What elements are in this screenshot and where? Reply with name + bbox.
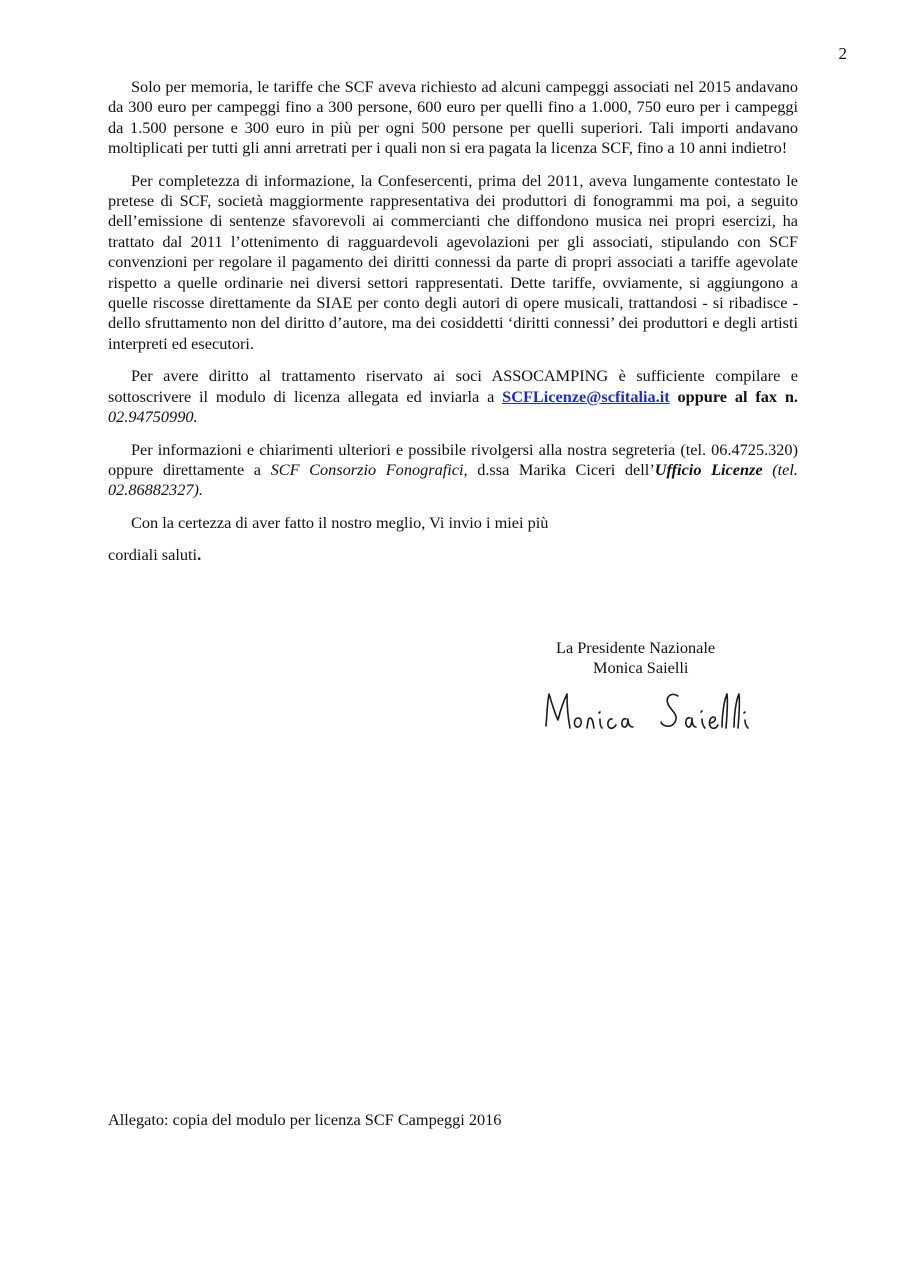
- contact-person: d.ssa Marika Ciceri dell’: [467, 459, 655, 479]
- attachment-note: Allegato: copia del modulo per licenza SCF Campeggi 2016: [108, 1110, 502, 1129]
- closing-greeting: [108, 545, 798, 565]
- contacts-text: Per informazioni e chiarimenti ulteriori e possibile rivolgersi alla nostra segreteria (tel. 06.4725.320) oppure direttamente a: [108, 439, 798, 479]
- email-link[interactable]: SCFLicenze@scfitalia.it: [502, 386, 670, 406]
- office-name: Ufficio Licenze: [654, 459, 763, 479]
- handwritten-signature: [538, 682, 768, 742]
- fax-number: 02.94750990.: [108, 407, 198, 427]
- paragraph-contacts: [108, 440, 798, 501]
- signature-block: [556, 638, 816, 679]
- office-phone: (tel. 02.86882327).: [108, 459, 798, 500]
- page-number: 2: [838, 44, 847, 63]
- closing-greeting-text: cordiali saluti: [108, 545, 198, 565]
- fax-label: oppure al fax n.: [669, 386, 798, 406]
- letter-body: [108, 77, 798, 578]
- consortium-name: SCF Consorzio Fonografici,: [270, 459, 468, 479]
- paragraph-confesercenti: Per completezza di informazione, la Confesercenti, prima del 2011, aveva lungamente contestato le pretese di SCF, società maggiormente rappresentativa dei produttori di fonogrammi ma poi, a seguito dell’emissione di sentenze sfavorevoli ai commercianti che diffondono musica nei propri esercizi, ha trattato dal 2011 l’ottenimento di ragguardevoli agevolazioni per gli associati, stipulando con SCF convenzioni per regolare il pagamento dei diritti connessi da parte di propri associati a tariffe agevolate rispetto a quelle ordinarie nei diversi settori rappresentati. Dette tariffe, ovviamente, si aggiungono a quelle riscosse direttamente da SIAE per conto degli autori di opere musicali, trattandosi - si ribadisce - dello sfruttamento non del diritto d’autore, ma dei cosiddetti ‘diritti connessi’ dei produttori e degli artisti interpreti ed esecutori.: [108, 170, 798, 353]
- closing-line: Con la certezza di aver fatto il nostro meglio, Vi invio i miei più: [131, 512, 549, 532]
- license-instructions-text: Per avere diritto al trattamento riservato ai soci ASSOCAMPING è sufficiente compilare e sottoscrivere il modulo di licenza allegata ed inviarla a: [108, 366, 798, 406]
- signatory-name: Monica Saielli: [593, 658, 689, 678]
- paragraph-tariffs: Solo per memoria, le tariffe che SCF aveva richiesto ad alcuni campeggi associati nel 2015 andavano da 300 euro per campeggi fino a 300 persone, 600 euro per quelli fino a 1.000, 750 euro per i campeggi da 1.500 persone e 300 euro in più per ogni 500 persone per quelli superiori. Tali importi andavano moltiplicati per tutti gli anni arretrati per i quali non si era pagata la licenza SCF, fino a 10 anni indietro!: [108, 77, 798, 158]
- closing-greeting-period: .: [197, 545, 202, 565]
- paragraph-license-instructions: [108, 366, 798, 427]
- signatory-role: La Presidente Nazionale: [556, 638, 716, 657]
